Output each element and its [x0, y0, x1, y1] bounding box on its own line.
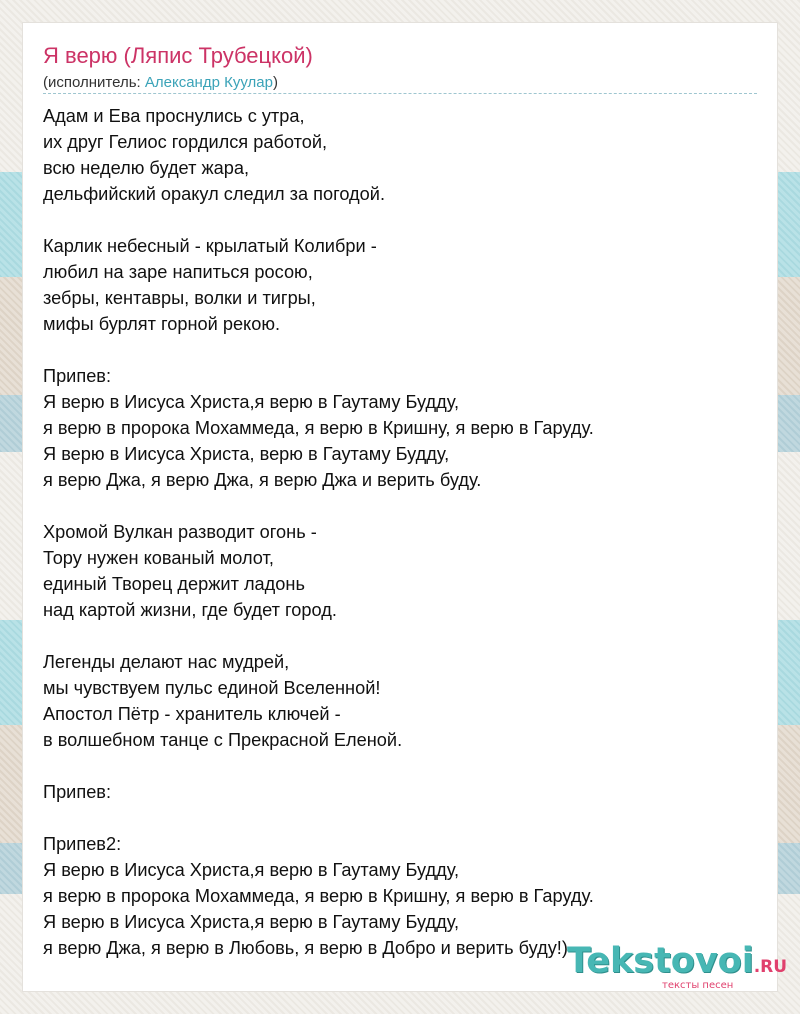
lyric-line: Я верю в Иисуса Христа,я верю в Гаутаму Будду,: [43, 912, 460, 932]
lyric-line: я верю в пророка Мохаммеда, я верю в Кришну, я верю в Гаруду.: [43, 418, 594, 438]
artist-suffix: ): [272, 74, 278, 91]
lyric-line: в волшебном танце с Прекрасной Еленой.: [43, 730, 403, 750]
lyrics-text: [43, 103, 767, 961]
lyric-line: [43, 493, 767, 519]
lyric-line: Я верю в Иисуса Христа,я верю в Гаутаму Будду,: [43, 392, 460, 412]
lyric-line: [43, 753, 767, 779]
logo-domain: .RU: [753, 957, 788, 977]
artist-prefix: (исполнитель:: [43, 74, 145, 91]
logo-subtitle: тексты песен: [662, 980, 734, 991]
lyric-line: мы чувствуем пульс единой Вселенной!: [43, 678, 381, 698]
lyric-line: [43, 805, 767, 831]
lyric-line: [43, 337, 767, 363]
lyric-line: Припев:: [43, 782, 112, 802]
lyric-line: любил на заре напиться росою,: [43, 262, 313, 282]
site-logo[interactable]: [567, 941, 788, 991]
lyric-line: я верю Джа, я верю Джа, я верю Джа и верить буду.: [43, 470, 482, 490]
song-title: Я верю (Ляпис Трубецкой): [43, 43, 313, 68]
lyric-line: единый Творец держит ладонь: [43, 574, 305, 594]
artist-line: [43, 74, 278, 91]
lyric-line: Карлик небесный - крылатый Колибри -: [43, 236, 377, 256]
lyric-line: я верю Джа, я верю в Любовь, я верю в Добро и верить буду!): [43, 938, 568, 958]
lyric-line: [43, 207, 767, 233]
lyric-line: Припев:: [43, 366, 112, 386]
lyric-line: Я верю в Иисуса Христа, верю в Гаутаму Будду,: [43, 444, 450, 464]
logo-wordmark: Tekstovoi: [567, 941, 754, 981]
lyric-line: всю неделю будет жара,: [43, 158, 250, 178]
lyric-line: Хромой Вулкан разводит огонь -: [43, 522, 317, 542]
lyric-line: Тору нужен кованый молот,: [43, 548, 274, 568]
artist-link[interactable]: Александр Куулар: [144, 74, 273, 91]
lyric-line: над картой жизни, где будет город.: [43, 600, 337, 620]
lyrics-card: [22, 22, 778, 992]
lyric-line: [43, 623, 767, 649]
lyric-line: дельфийский оракул следил за погодой.: [43, 184, 385, 204]
lyric-line: их друг Гелиос гордился работой,: [43, 132, 328, 152]
lyric-line: Припев2:: [43, 834, 122, 854]
lyric-line: зебры, кентавры, волки и тигры,: [43, 288, 316, 308]
lyric-line: Легенды делают нас мудрей,: [43, 652, 290, 672]
lyric-line: Апостол Пётр - хранитель ключей -: [43, 704, 341, 724]
lyric-line: я верю в пророка Мохаммеда, я верю в Кришну, я верю в Гаруду.: [43, 886, 594, 906]
lyric-line: Я верю в Иисуса Христа,я верю в Гаутаму Будду,: [43, 860, 460, 880]
title-divider: [43, 93, 757, 94]
lyric-line: мифы бурлят горной рекою.: [43, 314, 281, 334]
lyric-line: Адам и Ева проснулись с утра,: [43, 106, 305, 126]
